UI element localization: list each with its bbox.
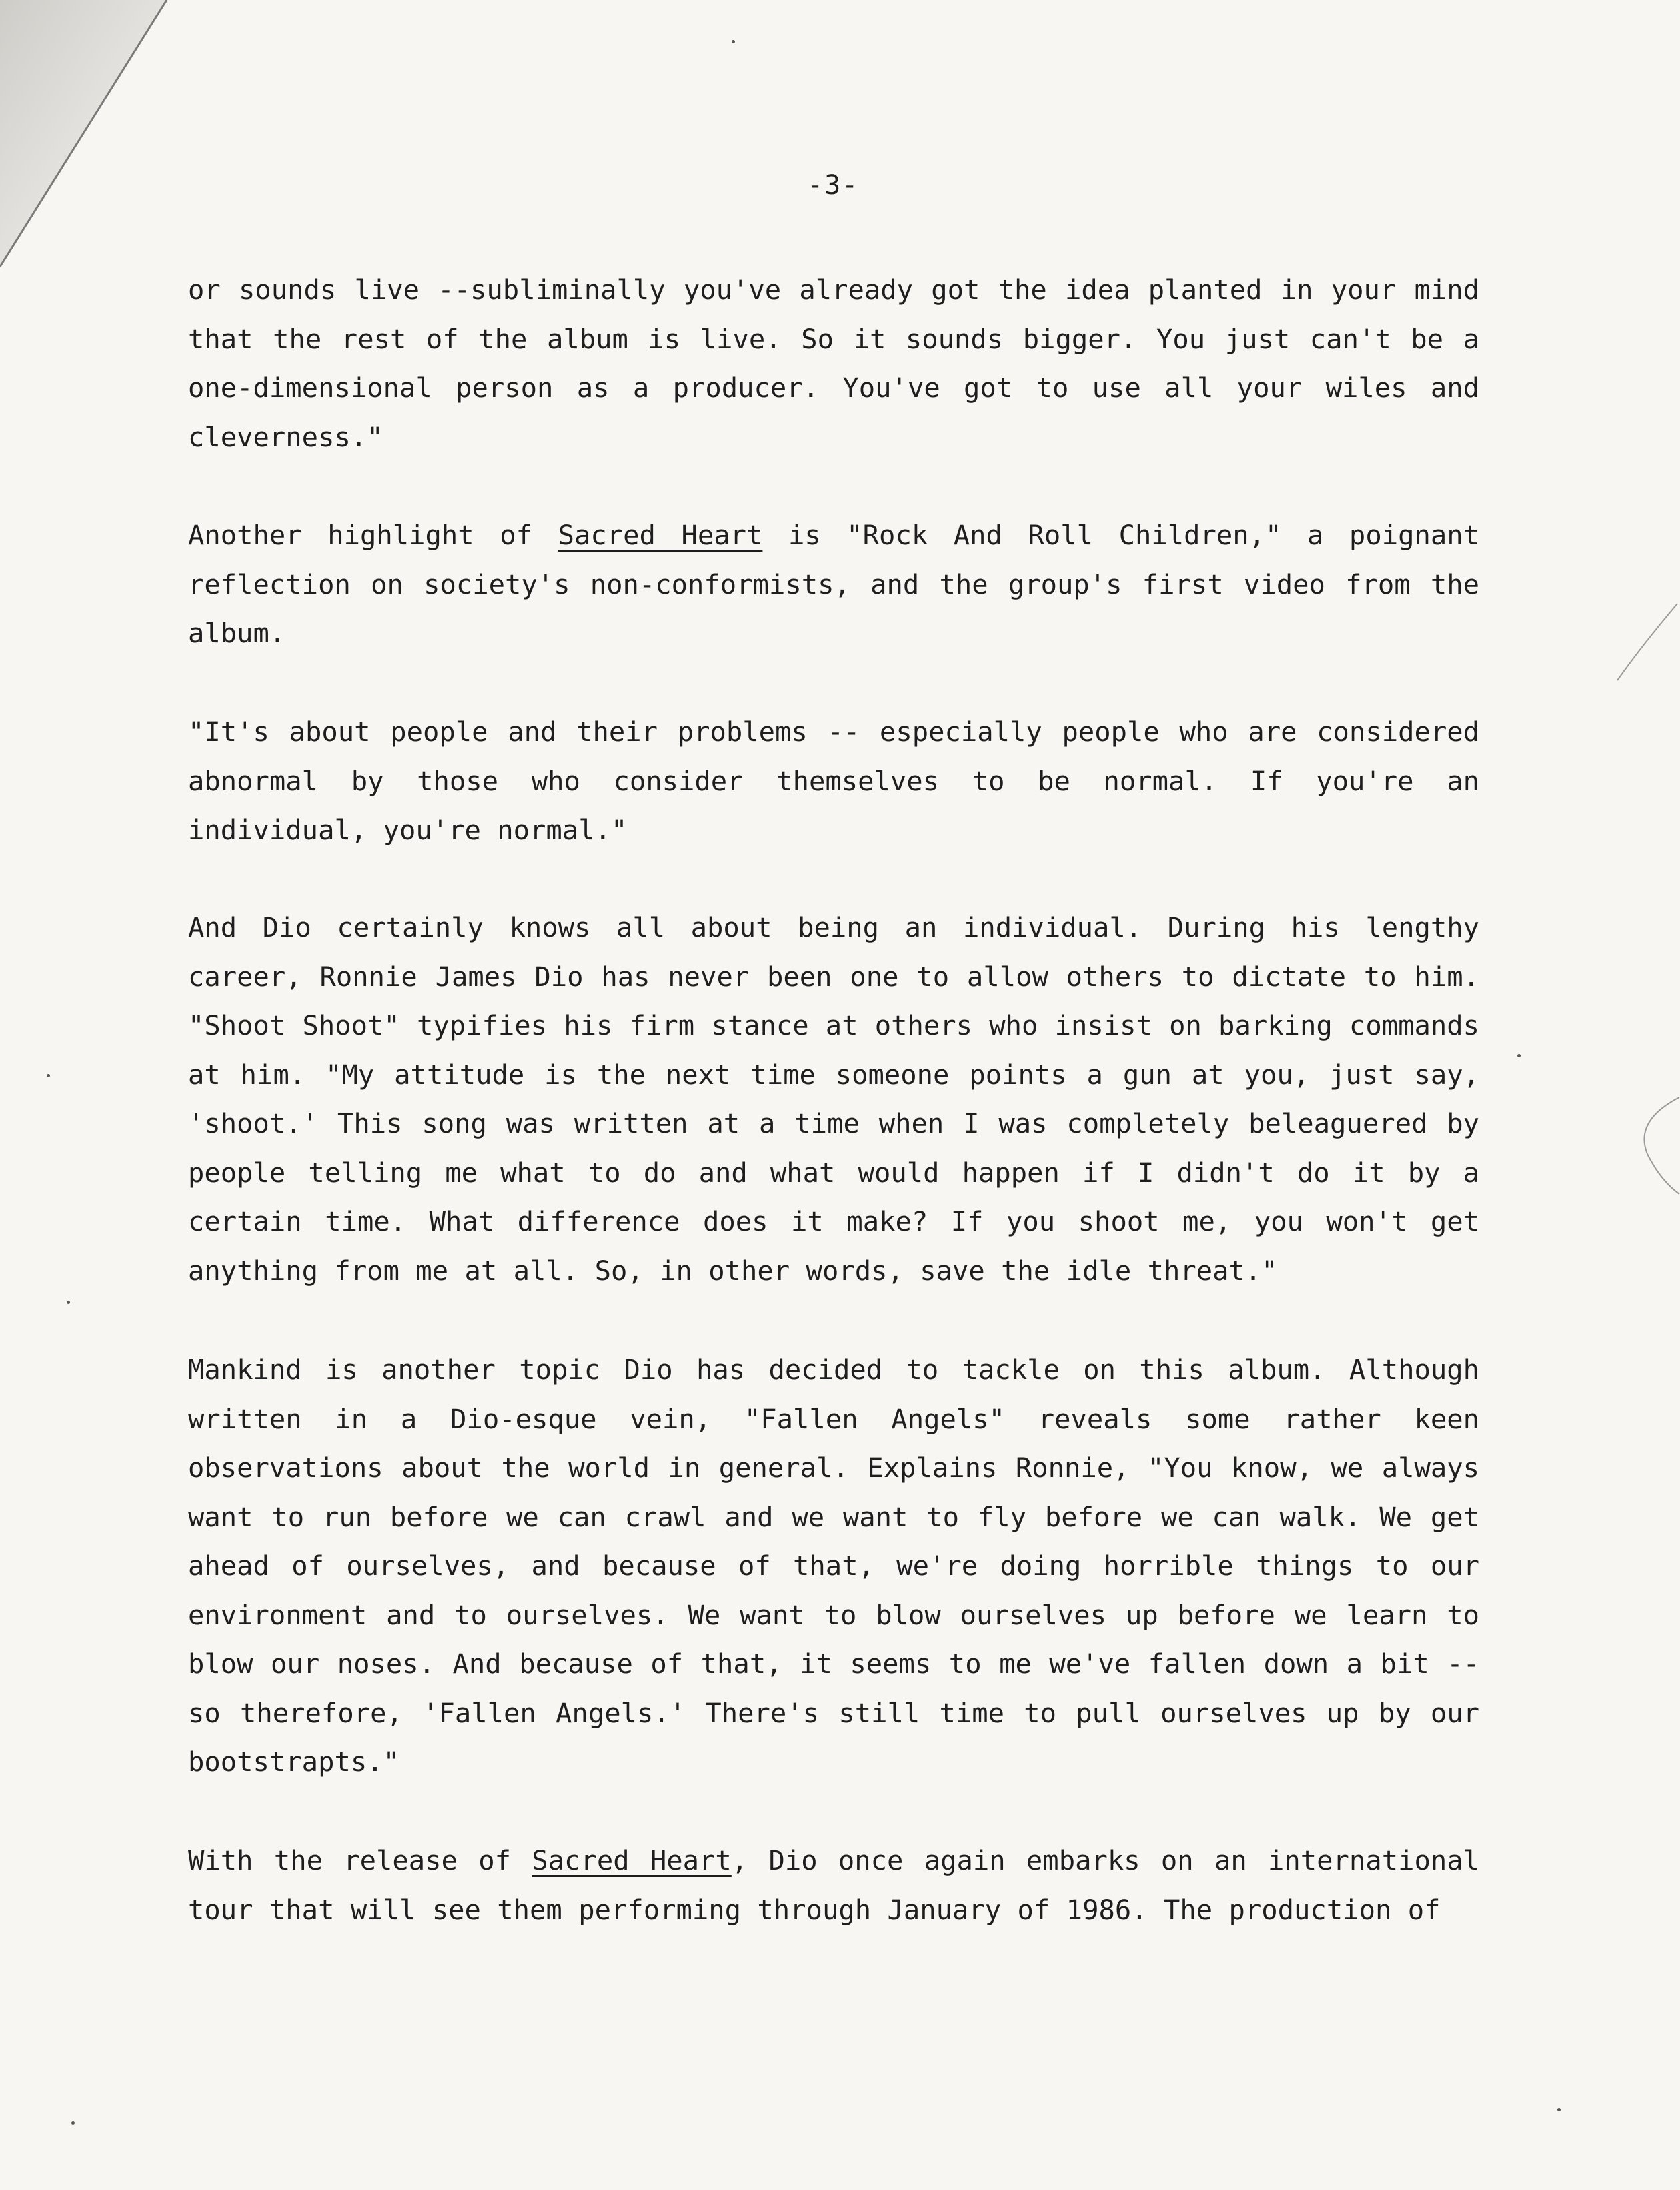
paragraph-fallen-angels bbox=[188, 1345, 1479, 1787]
speck bbox=[47, 1074, 50, 1077]
paragraph-text-end: is "Rock And Roll Children," a poignant reflection on society's non-conformists, and the group's first video from the album. bbox=[188, 519, 1479, 649]
page-number: -3- bbox=[807, 170, 860, 201]
speck bbox=[71, 2121, 75, 2125]
paragraph-text-start: Another highlight of bbox=[188, 519, 558, 551]
folded-corner-shadow bbox=[0, 0, 173, 280]
paragraph-producer-quote bbox=[188, 265, 1479, 462]
paragraph-text-end: , Dio once again embarks on an international tour that will see them performing through January of 1986. The production of bbox=[188, 1844, 1479, 1926]
speck bbox=[1557, 2108, 1561, 2111]
paragraph-shoot-shoot bbox=[188, 903, 1479, 1295]
album-title-underlined: Sacred Heart bbox=[558, 519, 763, 551]
speck bbox=[732, 40, 735, 43]
paragraph-text: or sounds live --subliminally you've already got the idea planted in your mind that the rest of the album is live. So it sounds bigger. You just can't be a one-dimensional person as a producer. You've got to use all your wiles and cleverness." bbox=[188, 273, 1479, 453]
album-title-underlined: Sacred Heart bbox=[532, 1844, 732, 1876]
paragraph-text-start: With the release of bbox=[188, 1844, 532, 1876]
right-edge-curl-mark bbox=[1614, 600, 1680, 687]
speck bbox=[1517, 1054, 1521, 1057]
paragraph-text: "It's about people and their problems -- especially people who are considered abnormal by those who consider themselves to be normal. If you're an individual, you're normal." bbox=[188, 716, 1479, 846]
speck bbox=[67, 1301, 70, 1304]
paragraph-individual-quote bbox=[188, 708, 1479, 855]
paragraph-text: And Dio certainly knows all about being an individual. During his lengthy career, Ronnie James Dio has never been one to allow others to dictate to him. "Shoot Shoot" typifies his firm stance at others who insist on barking commands at him. "My attitude is the next time someone points a gun at you, just say, 'shoot.' This song was written at a time when I was completely beleaguered by people telling me what to do and what would happen if I didn't do it by a certain time. What difference does it make? If you shoot me, you won't get anything from me at all. So, in other words, save the idle threat." bbox=[188, 911, 1479, 1287]
paragraph-tour bbox=[188, 1836, 1479, 1935]
right-edge-binder-mark bbox=[1627, 1094, 1680, 1201]
paragraph-rock-and-roll-children bbox=[188, 511, 1479, 658]
paragraph-text: Mankind is another topic Dio has decided to tackle on this album. Although written in a Dio-esque vein, "Fallen Angels" reveals some rather keen observations about the world in general. Explains Ronnie, "You know, we always want to run before we can crawl and we want to fly before we can walk. We get ahead of ourselves, and because of that, we're doing horrible things to our environment and to ourselves. We want to blow ourselves up before we learn to blow our noses. And because of that, it seems to me we've fallen down a bit -- so therefore, 'Fallen Angels.' There's still time to pull ourselves up by our bootstrapts." bbox=[188, 1353, 1479, 1778]
